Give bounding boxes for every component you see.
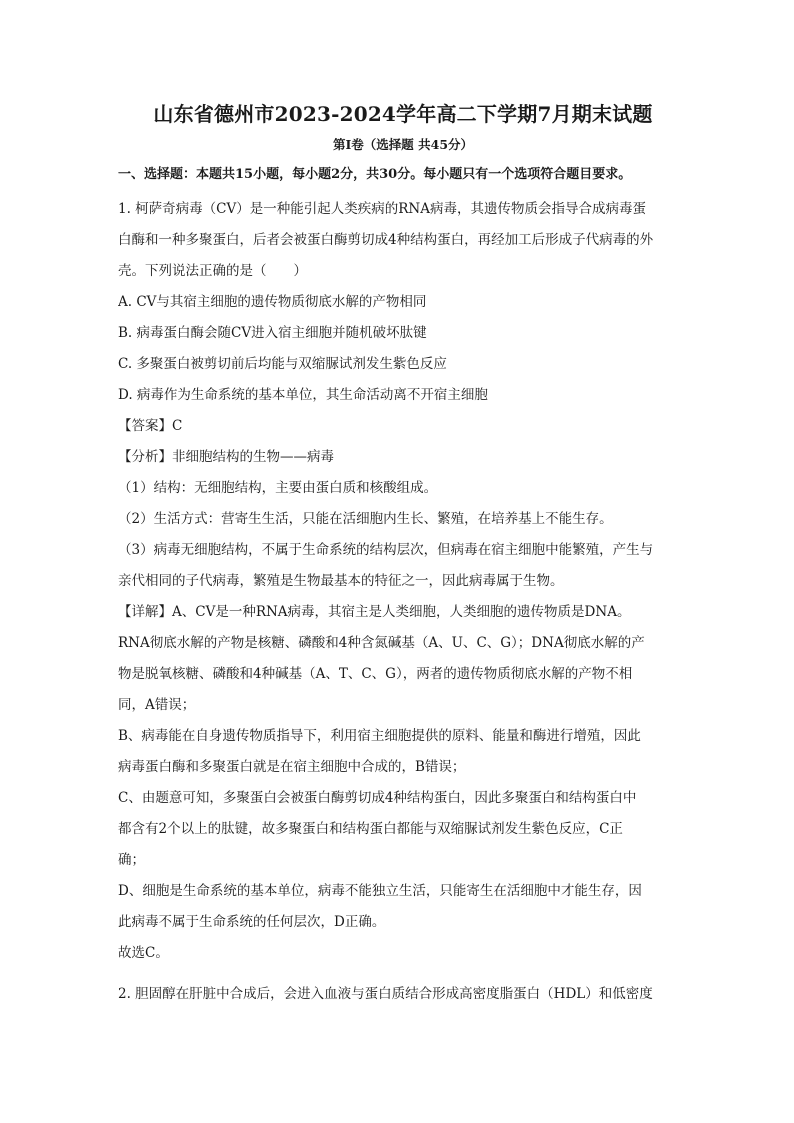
- analysis-line: （1）结构：无细胞结构，主要由蛋白质和核酸组成。: [118, 480, 438, 496]
- page-subtitle: 第Ⅰ卷（选择题 共45分）: [332, 137, 474, 152]
- question-stem: 1. 柯萨奇病毒（CV）是一种能引起人类疾病的RNA病毒，其遗传物质会指导合成病毒蛋: [118, 201, 646, 217]
- conclusion: 故选C。: [118, 945, 169, 961]
- answer: 【答案】C: [118, 418, 183, 434]
- option-d: D. 病毒作为生命系统的基本单位，其生命活动离不开宿主细胞: [118, 387, 488, 403]
- option-c: C. 多聚蛋白被剪切前后均能与双缩脲试剂发生紫色反应: [118, 356, 447, 372]
- option-a: A. CV与其宿主细胞的遗传物质彻底水解的产物相同: [118, 294, 427, 310]
- question-2: [118, 979, 688, 1010]
- document-page: [118, 100, 688, 1010]
- question-stem: 2. 胆固醇在肝脏中合成后，会进入血液与蛋白质结合形成高密度脂蛋白（HDL）和低密度: [118, 986, 653, 1002]
- detail-line: 同，A错误；: [118, 697, 196, 713]
- detail-line: RNA彻底水解的产物是核糖、磷酸和4种含氮碱基（A、U、C、G）；DNA彻底水解的产: [118, 635, 645, 651]
- page-title: 山东省德州市2023-2024学年高二下学期7月期末试题: [153, 102, 653, 126]
- analysis-line: 亲代相同的子代病毒，繁殖是生物最基本的特征之一，因此病毒属于生物。: [118, 573, 564, 589]
- analysis-line: （2）生活方式：营寄生生活，只能在活细胞内生长、繁殖，在培养基上不能生存。: [118, 511, 613, 527]
- question-stem: 壳。下列说法正确的是（ ）: [118, 263, 307, 279]
- detail-line: 确；: [118, 852, 145, 868]
- question-spacer: [118, 969, 688, 979]
- question-stem: 白酶和一种多聚蛋白，后者会被蛋白酶剪切成4种结构蛋白，再经加工后形成子代病毒的外: [118, 232, 654, 248]
- analysis-heading: 【分析】非细胞结构的生物——病毒: [118, 449, 334, 465]
- detail-line: 此病毒不属于生命系统的任何层次，D正确。: [118, 914, 386, 930]
- detail-line: 都含有2个以上的肽键，故多聚蛋白和结构蛋白都能与双缩脲试剂发生紫色反应，C正: [118, 821, 623, 837]
- question-1: [118, 194, 688, 969]
- detail-line: 病毒蛋白酶和多聚蛋白就是在宿主细胞中合成的，B错误；: [118, 759, 466, 775]
- detail-line: C、由题意可知，多聚蛋白会被蛋白酶剪切成4种结构蛋白，因此多聚蛋白和结构蛋白中: [118, 790, 637, 806]
- detail-line: D、细胞是生命系统的基本单位，病毒不能独立生活，只能寄生在活细胞中才能生存，因: [118, 883, 642, 899]
- section-heading: 一、选择题：本题共15小题，每小题2分，共30分。每小题只有一个选项符合题目要求。: [118, 167, 632, 182]
- detail-line: 物是脱氧核糖、磷酸和4种碱基（A、T、C、G），两者的遗传物质彻底水解的产物不相: [118, 666, 633, 682]
- analysis-line: （3）病毒无细胞结构，不属于生命系统的结构层次，但病毒在宿主细胞中能繁殖，产生与: [118, 542, 654, 558]
- detail-line: B、病毒能在自身遗传物质指导下，利用宿主细胞提供的原料、能量和酶进行增殖，因此: [118, 728, 641, 744]
- detail-line: 【详解】A、CV是一种RNA病毒，其宿主是人类细胞，人类细胞的遗传物质是DNA。: [118, 604, 631, 620]
- option-b: B. 病毒蛋白酶会随CV进入宿主细胞并随机破坏肽键: [118, 325, 427, 341]
